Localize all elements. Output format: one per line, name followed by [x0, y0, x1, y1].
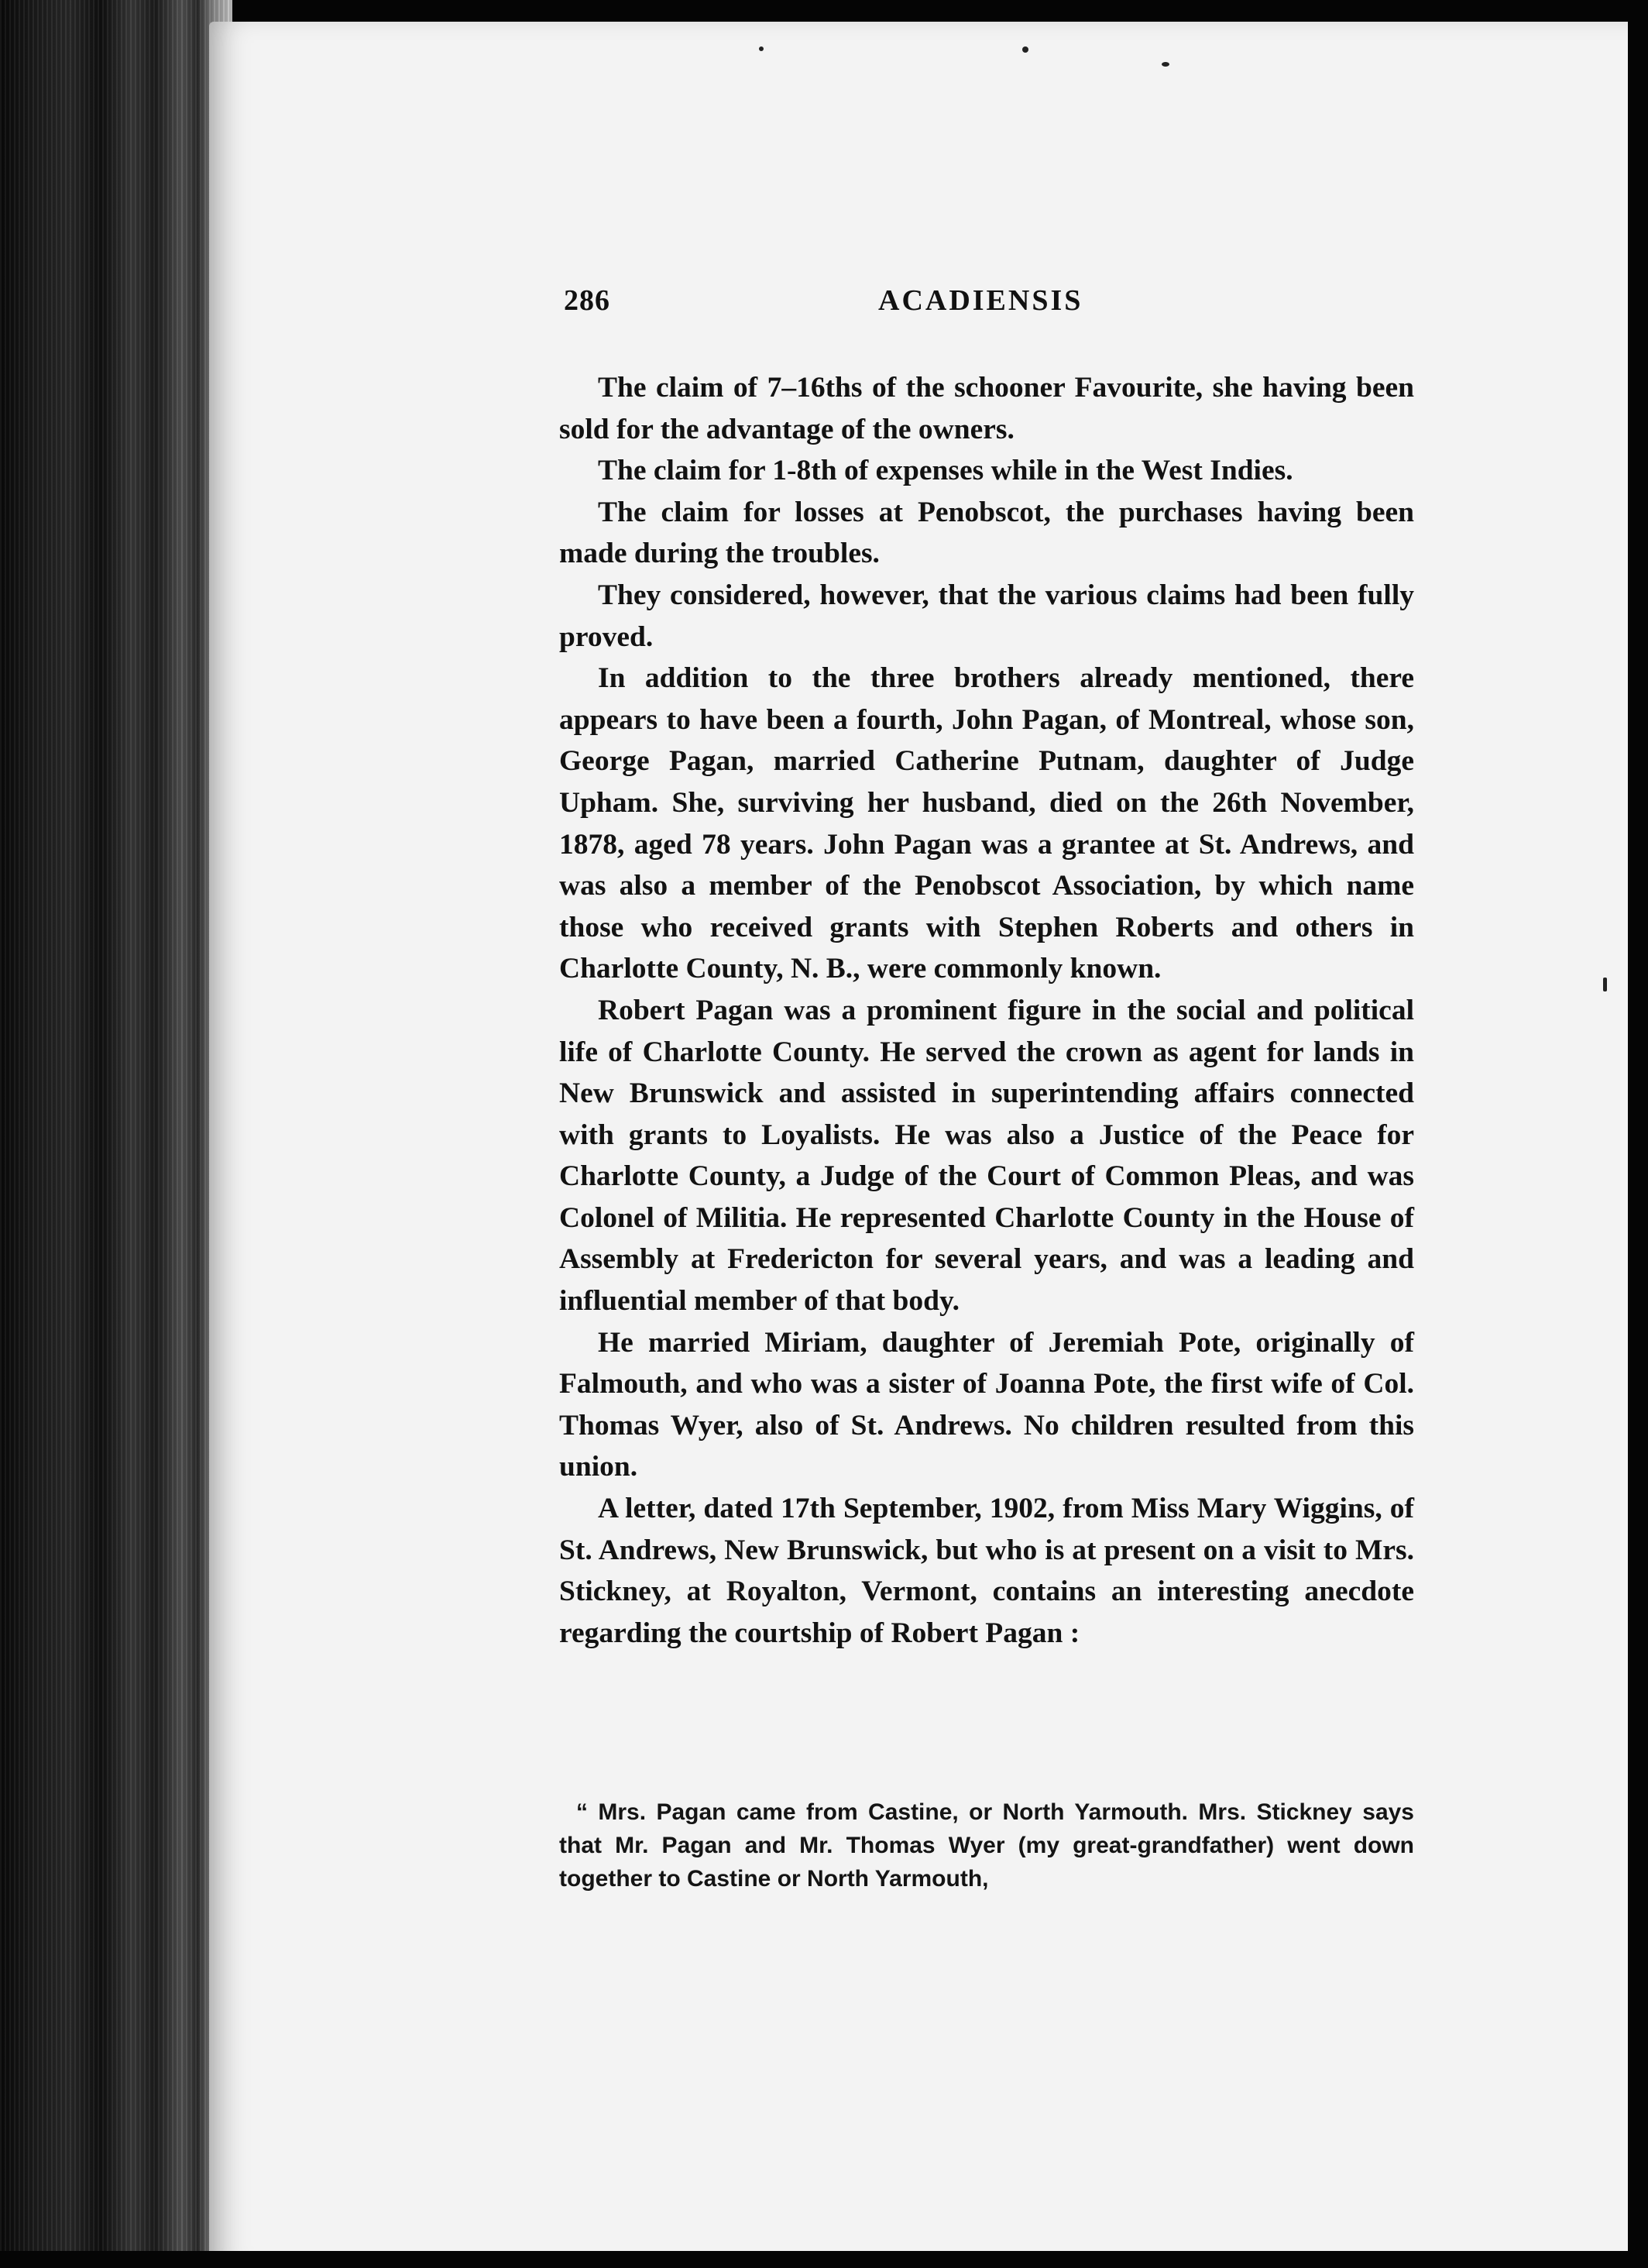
- scan-right-border: [1628, 0, 1648, 2268]
- paragraph: In addition to the three brothers already mentioned, there appears to have been a fourth, John Pagan, of Montreal, whose son, George Pagan, married Catherine Putnam, daughter of Judge Upham. She, surviving her husband, died on the 26th November, 1878, aged 78 years. John Pagan was a grantee at St. Andrews, and was also a member of the Penobscot Association, by which name those who received grants with Stephen Roberts and others in Charlotte County, N. B., were commonly known.: [559, 662, 1414, 985]
- book-page-edges: [0, 0, 232, 2268]
- paragraph: Robert Pagan was a prominent figure in the social and political life of Charlotte County. He served the crown as agent for lands in New Brunswick and assisted in superintending affairs connected with grants to Loyalists. He was also a Justice of the Peace for Charlotte County, a Judge of the Court of Common Pleas, and was Colonel of Militia. He represented Charlotte County in the House of Assembly at Fredericton for several years, and was a leading and influential member of that body.: [559, 994, 1414, 1318]
- paragraph: He married Miriam, daughter of Jeremiah Pote, originally of Falmouth, and who was a sister of Joanna Pote, the first wife of Col. Thomas Wyer, also of St. Andrews. No children resulted from this union.: [559, 1326, 1414, 1483]
- paragraph: The claim of 7–16ths of the schooner Favourite, she having been sold for the advantage of the owners.: [559, 372, 1414, 445]
- dust-speck: [1022, 46, 1028, 53]
- dust-speck: [1603, 978, 1607, 991]
- dust-speck: [1162, 62, 1169, 67]
- paragraph: The claim for losses at Penobscot, the purchases having been made during the troubles.: [559, 496, 1414, 570]
- body-text: [559, 367, 1414, 1654]
- dust-speck: [759, 46, 764, 51]
- quote-paragraph: “ Mrs. Pagan came from Castine, or North Yarmouth. Mrs. Stickney says that Mr. Pagan and Mr. Thomas Wyer (my great-grandfather) went down together to Castine or North Yarmouth,: [559, 1799, 1414, 1892]
- scan-top-border: [0, 0, 1648, 23]
- paragraph: They considered, however, that the various claims had been fully proved.: [559, 579, 1414, 653]
- quoted-letter: [559, 1796, 1414, 1895]
- paragraph: The claim for 1-8th of expenses while in the West Indies.: [598, 455, 1293, 487]
- paragraph: A letter, dated 17th September, 1902, from Miss Mary Wiggins, of St. Andrews, New Brunswick, but who is at present on a visit to Mrs. Stickney, at Royalton, Vermont, contains an interesting anecdote regarding the courtship of Robert Pagan :: [559, 1493, 1414, 1649]
- page-number: 286: [564, 284, 610, 317]
- running-title: ACADIENSIS: [878, 284, 1083, 317]
- scan-bottom-border: [0, 2251, 1648, 2268]
- page-header: [564, 284, 1416, 330]
